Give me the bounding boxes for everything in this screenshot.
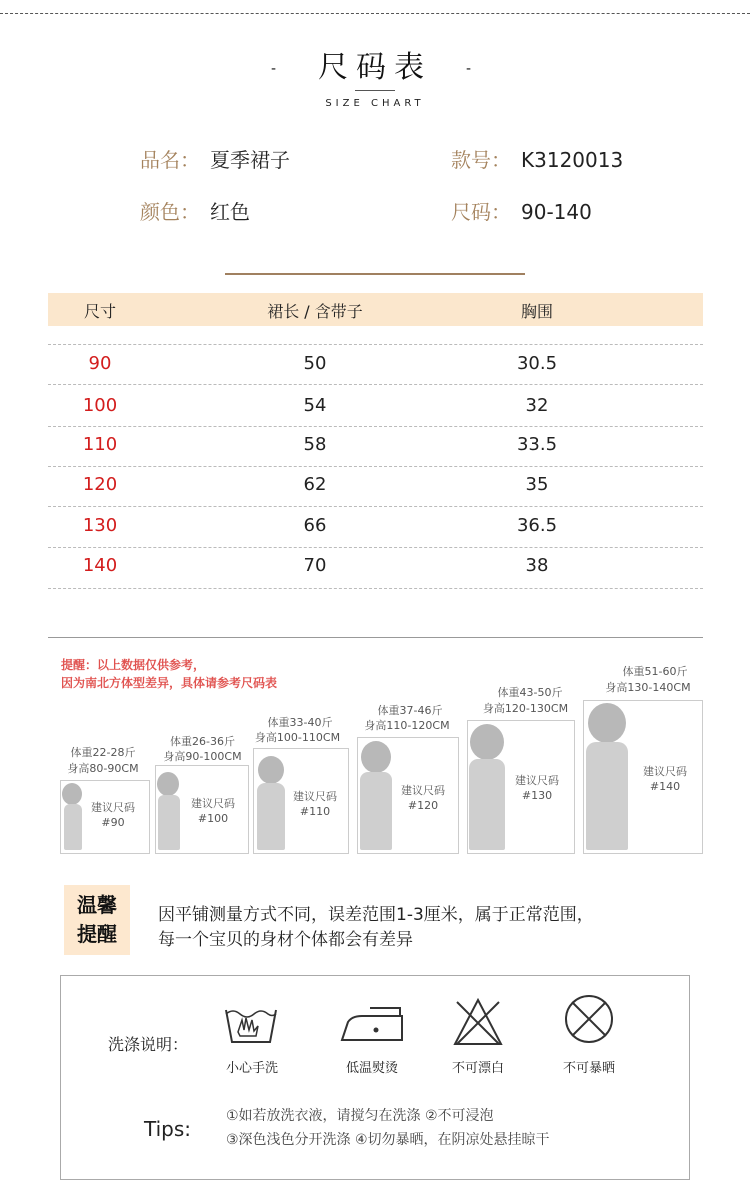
- kid-rec-size: #90: [101, 816, 125, 829]
- kid-weight: 体重22-28斤: [70, 746, 136, 759]
- tips-line-1: ①如若放洗衣液，请搅匀在洗涤 ②不可浸泡: [226, 1108, 494, 1124]
- kid-height: 身高80-90CM: [67, 762, 139, 775]
- info-code: [451, 144, 623, 173]
- kid-rec-size: #120: [407, 799, 439, 812]
- kid-weight: 体重43-50斤: [497, 686, 563, 699]
- kid-rec-label: 建议尺码: [191, 797, 235, 810]
- tip-badge-line-2: 提醒: [77, 922, 117, 946]
- info-name-value: 夏季裙子: [210, 148, 290, 172]
- care-label: 不可暴晒: [562, 1061, 615, 1076]
- length-cell: 54: [303, 395, 327, 416]
- care-label: 不可漂白: [451, 1061, 504, 1076]
- tip-line-2: 每一个宝贝的身材个体都会有差异: [158, 930, 413, 950]
- size-cell: 130: [82, 515, 118, 536]
- info-name-key: 品名：: [140, 148, 200, 172]
- info-size-key: 尺码：: [451, 200, 511, 224]
- kid-height: 身高120-130CM: [482, 702, 569, 715]
- title-dash-right: -: [466, 60, 480, 77]
- length-cell: 50: [303, 353, 327, 374]
- tips-line-2: ③深色浅色分开洗涤 ④切勿暴晒，在阴凉处悬挂晾干: [226, 1132, 550, 1148]
- note-line-2: 因为南北方体型差异，具体请参考尺码表: [61, 676, 278, 690]
- tip-line-1: 因平铺测量方式不同，误差范围1-3厘米，属于正常范围，: [158, 905, 594, 925]
- kid-silhouette-head: [62, 783, 82, 805]
- kid-silhouette-body: [64, 804, 82, 850]
- kid-rec-label: 建议尺码: [91, 801, 135, 814]
- size-cell: 140: [82, 555, 118, 576]
- length-cell: 66: [303, 515, 327, 536]
- care-title: 洗涤说明：: [108, 1035, 189, 1054]
- row-divider: [48, 384, 703, 385]
- row-divider: [48, 344, 703, 345]
- no-bleach-icon: [453, 998, 503, 1046]
- info-divider: [225, 273, 525, 275]
- size-cell: 100: [82, 395, 118, 416]
- tip-badge: [64, 885, 130, 955]
- header-length: 裙长 / 含带子: [267, 302, 363, 321]
- info-color: [140, 196, 250, 225]
- title-text: 尺码表: [318, 50, 432, 85]
- chest-cell: 38: [525, 555, 549, 576]
- row-divider: [48, 588, 703, 589]
- chest-cell: 36.5: [516, 515, 558, 536]
- info-code-value: K3120013: [521, 148, 624, 172]
- no-sun-icon: [564, 994, 614, 1044]
- kid-rec-label: 建议尺码: [643, 765, 687, 778]
- kid-height: 身高90-100CM: [163, 750, 242, 763]
- kid-rec-size: #100: [197, 812, 229, 825]
- top-dashed-divider: [0, 13, 750, 14]
- kid-rec-label: 建议尺码: [401, 784, 445, 797]
- info-color-value: 红色: [210, 200, 250, 224]
- kid-weight: 体重26-36斤: [170, 735, 235, 748]
- size-cell: 120: [82, 474, 118, 495]
- chest-cell: 32: [525, 395, 549, 416]
- page-title: [0, 42, 750, 86]
- care-label: 小心手洗: [225, 1061, 278, 1076]
- kid-weight: 体重33-40斤: [267, 716, 333, 729]
- tip-badge-line-1: 温馨: [77, 893, 117, 917]
- kid-weight: 体重37-46斤: [377, 704, 443, 717]
- kid-height: 身高130-140CM: [605, 681, 691, 694]
- length-cell: 62: [303, 474, 327, 495]
- info-code-key: 款号：: [451, 148, 511, 172]
- header-size: 尺寸: [83, 302, 116, 321]
- chest-cell: 30.5: [516, 353, 558, 374]
- info-size: [451, 196, 592, 225]
- row-divider: [48, 547, 703, 548]
- kid-silhouette-body: [257, 783, 285, 850]
- iron-low-icon: [340, 1004, 406, 1044]
- kid-rec-size: #110: [299, 805, 331, 818]
- kid-silhouette-body: [586, 742, 628, 850]
- chest-cell: 35: [525, 474, 549, 495]
- kid-rec-label: 建议尺码: [515, 774, 559, 787]
- header-chest: 胸围: [520, 302, 553, 321]
- chest-cell: 33.5: [516, 434, 558, 455]
- size-cell: 90: [88, 353, 112, 374]
- page-subtitle: SIZE CHART: [325, 98, 425, 109]
- kid-silhouette-head: [157, 772, 179, 796]
- tips-key: Tips:: [144, 1117, 192, 1141]
- row-divider: [48, 426, 703, 427]
- kid-rec-size: #130: [521, 789, 553, 802]
- kid-silhouette-head: [588, 703, 626, 743]
- row-divider: [48, 466, 703, 467]
- title-dash-left: -: [270, 60, 284, 77]
- kid-weight: 体重51-60斤: [622, 665, 688, 678]
- length-cell: 58: [303, 434, 327, 455]
- title-underline: [355, 90, 395, 91]
- size-cell: 110: [82, 434, 118, 455]
- note-line-1: 提醒：以上数据仅供参考，: [61, 658, 206, 672]
- kid-silhouette-body: [469, 759, 505, 850]
- kid-silhouette-head: [258, 756, 284, 784]
- info-color-key: 颜色：: [140, 200, 200, 224]
- kid-silhouette-head: [361, 741, 391, 773]
- kid-height: 身高100-110CM: [254, 731, 341, 744]
- kid-rec-size: #140: [649, 780, 681, 793]
- kid-height: 身高110-120CM: [364, 719, 450, 732]
- kid-silhouette-body: [158, 795, 180, 850]
- care-label: 低温熨烫: [345, 1061, 398, 1076]
- kid-silhouette-head: [470, 724, 504, 760]
- length-cell: 70: [303, 555, 327, 576]
- info-name: [140, 144, 290, 173]
- section-divider: [48, 637, 703, 638]
- kid-rec-label: 建议尺码: [293, 790, 337, 803]
- kid-silhouette-body: [360, 772, 392, 850]
- info-size-value: 90-140: [521, 200, 592, 224]
- hand-wash-icon: [224, 1000, 278, 1046]
- row-divider: [48, 506, 703, 507]
